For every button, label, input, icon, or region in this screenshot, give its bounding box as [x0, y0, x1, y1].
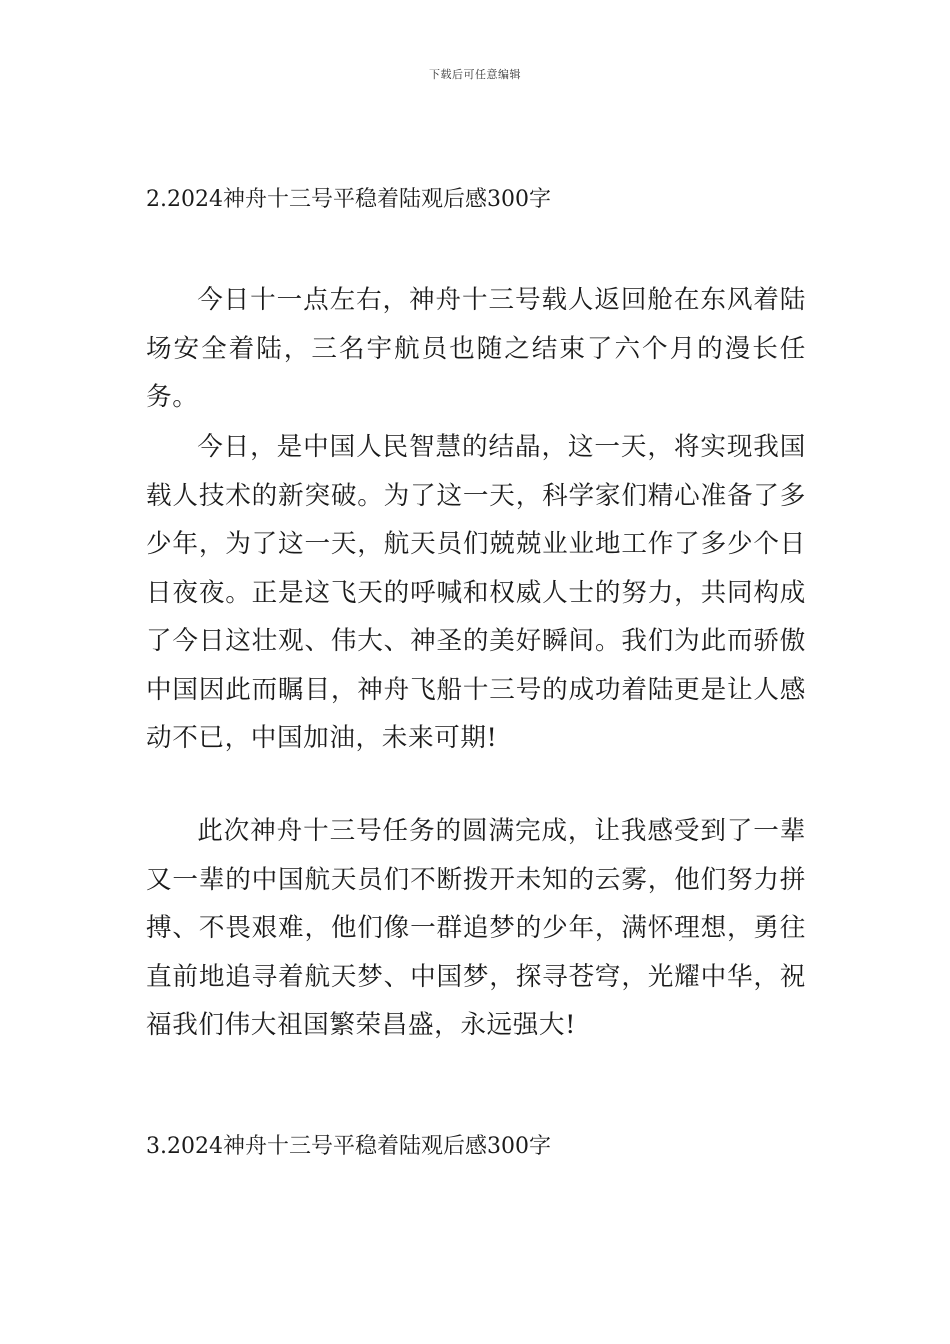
page-header-note: 下载后可任意编辑: [429, 68, 521, 81]
paragraph-1: 今日十一点左右，神舟十三号载人返回舱在东风着陆场安全着陆，三名宇航员也随之结束了六个月的漫长任务。: [146, 285, 806, 412]
section-heading-3: 3.2024神舟十三号平稳着陆观后感300字: [146, 1134, 551, 1159]
paragraph-2: 今日，是中国人民智慧的结晶，这一天，将实现我国载人技术的新突破。为了这一天，科学家们精心准备了多少年，为了这一天，航天员们兢兢业业地工作了多少个日日夜夜。正是这飞天的呼喊和权威人士的努力，共同构成了今日这壮观、伟大、神圣的美好瞬间。我们为此而骄傲中国因此而瞩目，神舟飞船十三号的成功着陆更是让人感动不已，中国加油，未来可期!: [146, 432, 806, 753]
section-heading-2: 2.2024神舟十三号平稳着陆观后感300字: [146, 187, 551, 212]
paragraph-3: 此次神舟十三号任务的圆满完成，让我感受到了一辈又一辈的中国航天员们不断拨开未知的云雾，他们努力拼搏、不畏艰难，他们像一群追梦的少年，满怀理想，勇往直前地追寻着航天梦、中国梦，探寻苍穹，光耀中华，祝福我们伟大祖国繁荣昌盛，永远强大!: [146, 816, 806, 1040]
